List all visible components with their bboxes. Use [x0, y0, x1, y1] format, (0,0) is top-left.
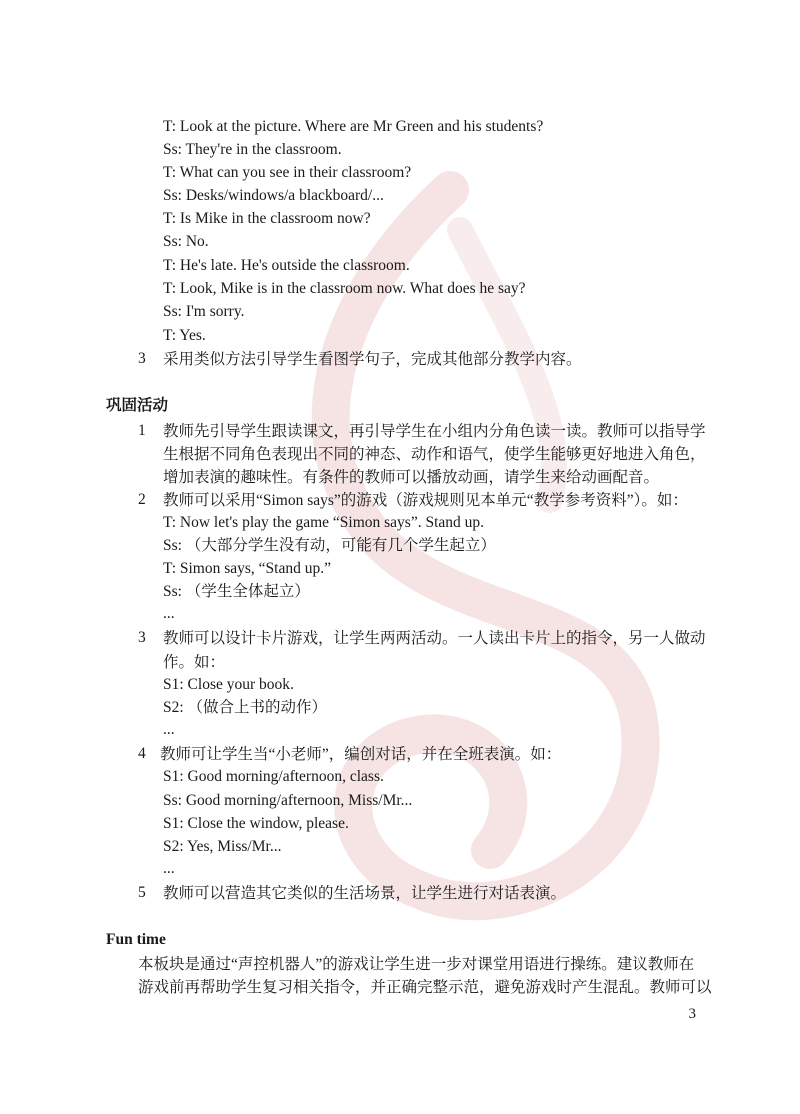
item-number: 3 [138, 629, 146, 646]
step-number: 3 [138, 350, 146, 367]
dialogue-line: T: Is Mike in the classroom now? [163, 210, 371, 227]
item-text-line: 生根据不同角色表现出不同的神态、动作和语气，使学生能够更好地进入角色， [163, 446, 706, 463]
item-number: 2 [138, 491, 146, 508]
item-number: 4 [138, 745, 146, 762]
dialogue-line: T: He's late. He's outside the classroom. [163, 257, 410, 274]
section-heading: Fun time [106, 931, 166, 948]
dialogue-line: T: What can you see in their classroom? [163, 164, 412, 181]
dialogue-line: S1: Good morning/afternoon, class. [163, 768, 384, 785]
dialogue-line: S1: Close the window, please. [163, 815, 349, 832]
dialogue-line: S1: Close your book. [163, 676, 294, 693]
item-text-line: 教师先引导学生跟读课文，再引导学生在小组内分角色读一读。教师可以指导学 [163, 423, 706, 440]
dialogue-line: T: Now let's play the game “Simon says”. Stand up. [163, 514, 485, 531]
dialogue-line: Ss: （学生全体起立） [163, 583, 310, 600]
dialogue-line: Ss: Desks/windows/a blackboard/... [163, 187, 384, 204]
dialogue-line: Ss: （大部分学生没有动，可能有几个学生起立） [163, 537, 496, 554]
item-text-line: 教师可以设计卡片游戏，让学生两两活动。一人读出卡片上的指令，另一人做动 [163, 630, 706, 647]
dialogue-line: Ss: They're in the classroom. [163, 141, 342, 158]
page-number: 3 [688, 1006, 696, 1022]
item-text-line: 作。如： [163, 654, 226, 671]
dialogue-line: Ss: I'm sorry. [163, 303, 245, 320]
dialogue-line: Ss: Good morning/afternoon, Miss/Mr... [163, 792, 413, 809]
dialogue-line: T: Yes. [163, 327, 206, 344]
dialogue-line: T: Look at the picture. Where are Mr Green and his students? [163, 118, 544, 135]
item-text-line: 教师可以采用“Simon says”的游戏（游戏规则见本单元“教学参考资料”）。如： [163, 492, 688, 509]
step-text: 采用类似方法引导学生看图学句子，完成其他部分教学内容。 [163, 351, 582, 368]
paragraph-line: 游戏前再帮助学生复习相关指令，并正确完整示范，避免游戏时产生混乱。教师可以 [138, 979, 712, 996]
section-heading: 巩固活动 [106, 397, 169, 414]
dialogue-line: ... [163, 605, 175, 622]
dialogue-line: S2: （做合上书的动作） [163, 699, 328, 716]
dialogue-line: ... [163, 721, 175, 738]
dialogue-line: Ss: No. [163, 233, 209, 250]
item-text-line: 增加表演的趣味性。有条件的教师可以播放动画，请学生来给动画配音。 [163, 469, 660, 486]
item-number: 5 [138, 884, 146, 901]
dialogue-line: ... [163, 860, 175, 877]
dialogue-line: S2: Yes, Miss/Mr... [163, 838, 282, 855]
paragraph-line: 本板块是通过“声控机器人”的游戏让学生进一步对课堂用语进行操练。建议教师在 [138, 956, 695, 973]
item-text-line: 教师可让学生当“小老师”，编创对话，并在全班表演。如： [160, 746, 562, 763]
dialogue-line: T: Simon says, “Stand up.” [163, 560, 331, 577]
dialogue-line: T: Look, Mike is in the classroom now. What does he say? [163, 280, 526, 297]
item-number: 1 [138, 422, 146, 439]
item-text-line: 教师可以营造其它类似的生活场景，让学生进行对话表演。 [163, 885, 567, 902]
